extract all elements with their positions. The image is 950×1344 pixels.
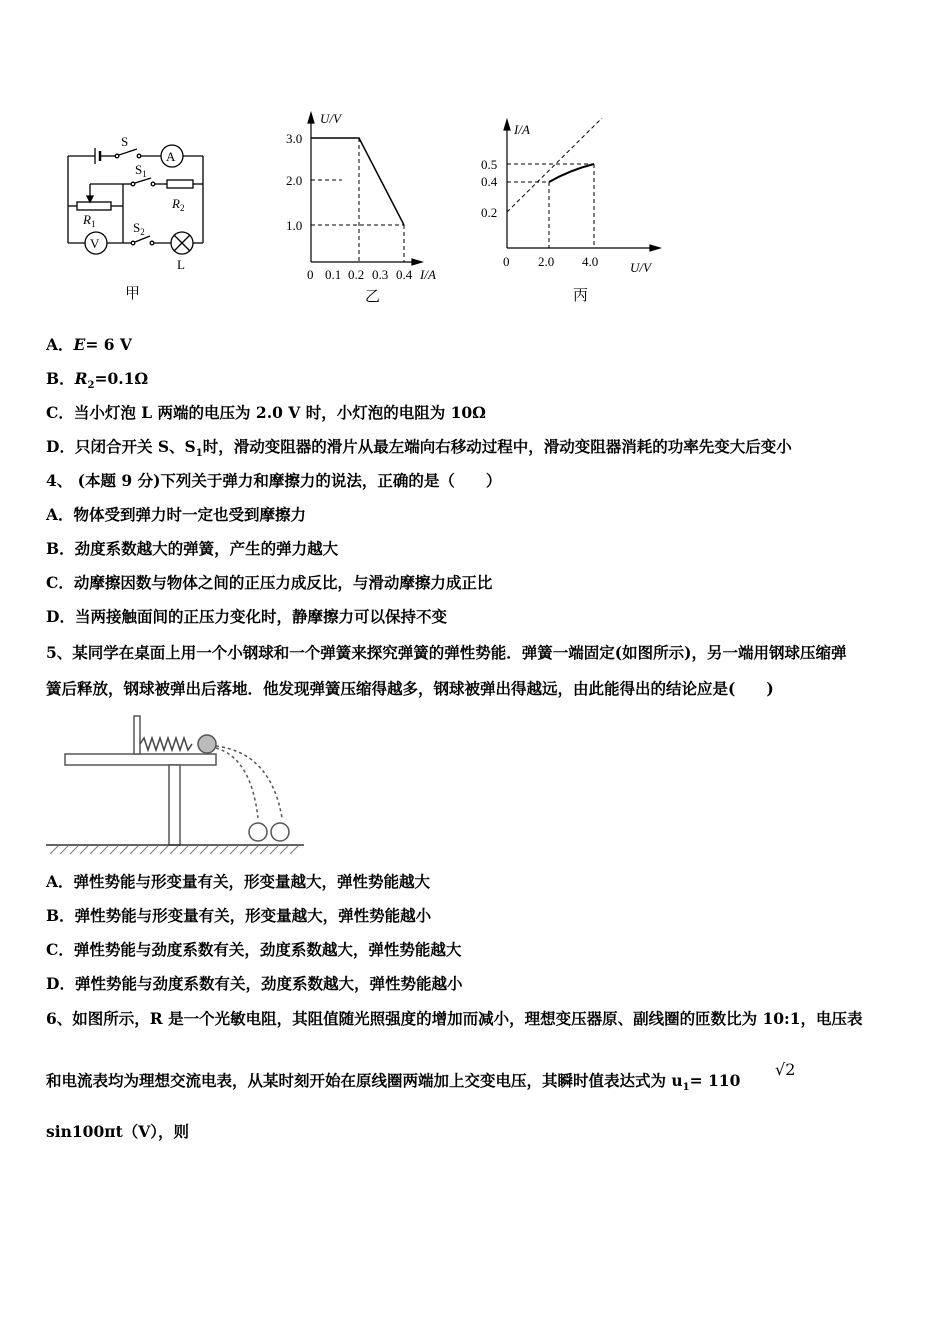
label-s: S: [121, 134, 129, 149]
label-r2: $R_2$: [172, 196, 185, 213]
q4-option-a: A．物体受到弹力时一定也受到摩擦力: [46, 505, 307, 524]
x-tick: 0.1: [325, 267, 342, 282]
q3-option-d: [46, 437, 792, 464]
circuit-diagram-jia: [55, 128, 215, 308]
x-tick: 0: [307, 267, 314, 282]
q5-option-a: A．弹性势能与形变量有关，形变量越大，弹性势能越大: [46, 872, 431, 891]
q3-option-a: [46, 335, 132, 355]
option-var: R: [74, 369, 88, 388]
sqrt-two: √2: [775, 1060, 796, 1079]
y-tick: 0.5: [481, 157, 498, 172]
q5-stem-line1: 5、某同学在桌面上用一个小钢球和一个弹簧来探究弹簧的弹性势能．弹簧一端固定(如图所示)，另一端用钢球压缩弹: [46, 643, 847, 662]
option-letter: C．: [46, 403, 74, 422]
q4-stem: 4、 (本题 9 分)下列关于弹力和摩擦力的说法，正确的是（ ）: [46, 471, 502, 490]
y-axis-label: I/A: [514, 122, 530, 137]
q5-stem-line2: 簧后释放，钢球被弹出后落地．他发现弹簧压缩得越多，钢球被弹出得越远，由此能得出的结论应是( ): [46, 679, 774, 698]
label-v: V: [90, 236, 100, 251]
x-tick: 0.2: [348, 267, 365, 282]
q4-option-b: B．劲度系数越大的弹簧，产生的弹力越大: [46, 539, 339, 558]
option-letter: D．: [46, 437, 75, 456]
option-text: 时，滑动变阻器的滑片从最左端向右移动过程中，滑动变阻器消耗的功率先变大后变小: [202, 437, 792, 456]
x-axis-label: U/V: [630, 260, 651, 275]
y-axis-label: U/V: [320, 111, 341, 126]
q6-line2: [46, 1071, 740, 1098]
label-s1: $S_1$: [135, 162, 147, 179]
caption-jia: 甲: [125, 286, 141, 302]
y-tick: 0.2: [481, 205, 498, 220]
x-tick: 0.4: [396, 267, 413, 282]
option-text: 当小灯泡 L 两端的电压为 2.0 V 时，小灯泡的电阻为 10Ω: [73, 403, 486, 422]
graph-yi: [280, 105, 450, 310]
label-l: L: [177, 257, 185, 272]
x-axis-label: I/A: [420, 267, 436, 282]
option-letter: A．: [46, 335, 74, 354]
label-r1: $R_1$: [83, 212, 96, 229]
x-tick: 0.3: [372, 267, 389, 282]
option-letter: B．: [46, 369, 75, 388]
caption-yi: 乙: [365, 289, 381, 305]
spring-table-figure: [46, 708, 306, 860]
option-sub: 1: [195, 448, 203, 460]
x-tick: 0: [503, 254, 510, 269]
q6-line3: sin100πt（V），则: [46, 1122, 190, 1141]
label-s2: $S_2$: [133, 220, 145, 237]
graph-bing: [478, 112, 668, 310]
y-tick: 2.0: [286, 173, 303, 188]
y-tick: 0.4: [481, 174, 498, 189]
caption-bing: 丙: [573, 288, 589, 304]
option-text: = 6 V: [85, 335, 132, 354]
q4-option-c: C．动摩擦因数与物体之间的正压力成反比，与滑动摩擦力成正比: [46, 573, 493, 592]
q6-text: 和电流表均为理想交流电表，从某时刻开始在原线圈两端加上交变电压，其瞬时值表达式为 u: [46, 1071, 683, 1090]
x-tick: 4.0: [582, 254, 599, 269]
q5-option-b: B．弹性势能与形变量有关，形变量越大，弹性势能越小: [46, 906, 432, 925]
option-text: 只闭合开关 S、S: [74, 437, 196, 456]
option-text: =0.1Ω: [94, 369, 149, 388]
q3-option-c: [46, 403, 486, 423]
y-tick: 1.0: [286, 218, 303, 233]
q4-option-d: D．当两接触面间的正压力变化时，静摩擦力可以保持不变: [46, 607, 447, 626]
q6-line1: 6、如图所示，R 是一个光敏电阻，其阻值随光照强度的增加而减小，理想变压器原、副线圈的匝数比为 10:1，电压表: [46, 1009, 863, 1028]
q6-sub: 1: [682, 1082, 690, 1094]
option-var: E: [73, 335, 86, 354]
y-tick: 3.0: [286, 131, 303, 146]
q5-option-d: D．弹性势能与劲度系数有关，劲度系数越大，弹性势能越小: [46, 974, 463, 993]
option-sub: 2: [87, 380, 95, 392]
q3-option-b: [46, 369, 148, 396]
q5-option-c: C．弹性势能与劲度系数有关，劲度系数越大，弹性势能越大: [46, 940, 462, 959]
q6-text: = 110: [689, 1071, 741, 1090]
x-tick: 2.0: [538, 254, 555, 269]
label-a: A: [166, 149, 176, 164]
